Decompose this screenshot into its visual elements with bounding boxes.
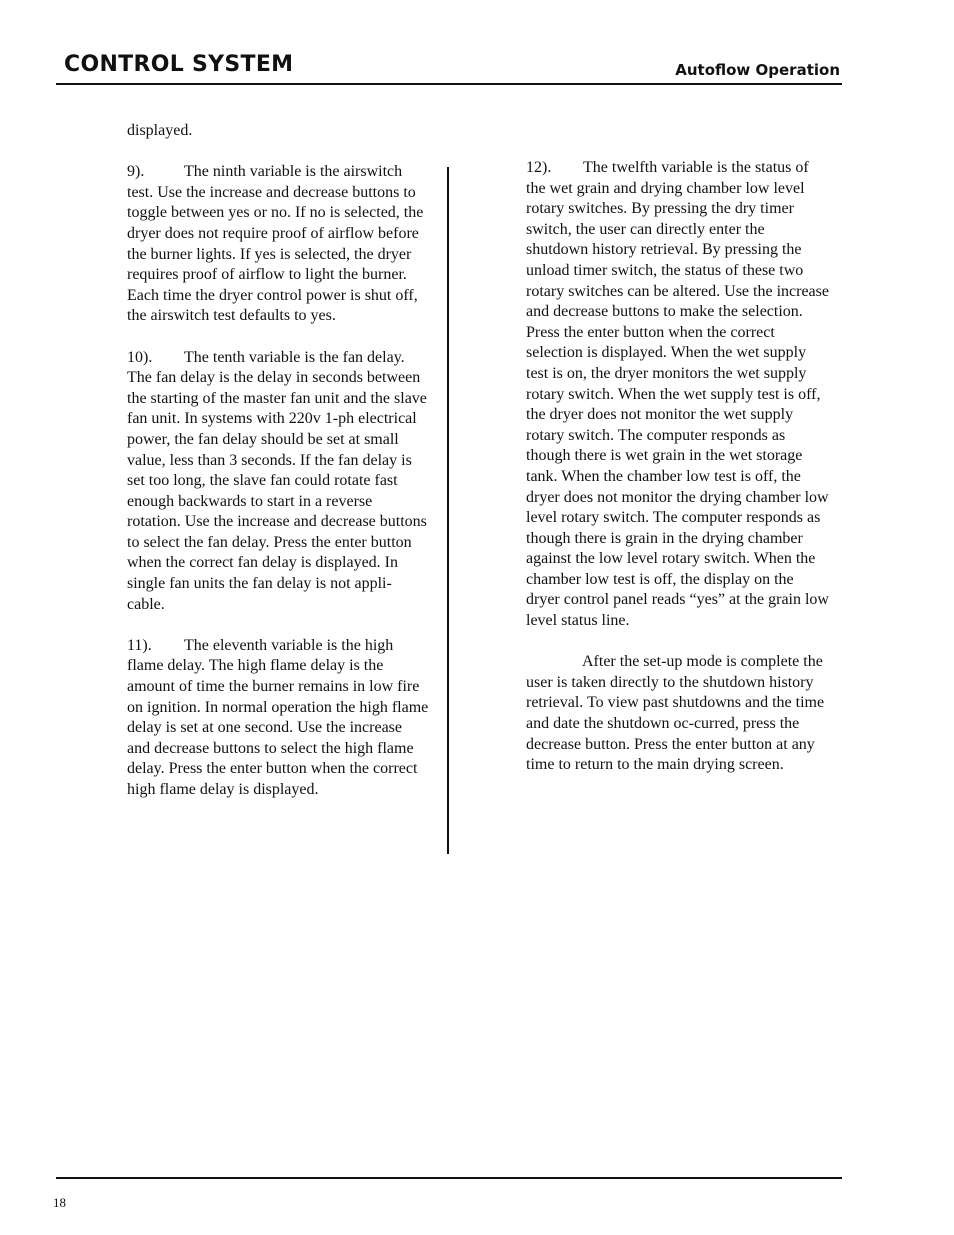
closing-paragraph bbox=[526, 652, 830, 776]
section-title: Autoflow Operation bbox=[675, 61, 840, 79]
right-column bbox=[526, 158, 830, 796]
header-divider bbox=[56, 83, 842, 85]
item-12-number: 12). bbox=[526, 159, 552, 176]
page-title: CONTROL SYSTEM bbox=[64, 52, 294, 77]
column-divider bbox=[447, 167, 449, 854]
item-11-paragraph bbox=[127, 636, 429, 801]
item-9-text: The ninth variable is the airswitch test. Use the increase and decrease buttons to toggle between yes or no. If no is selected, the dryer does not require proof of airflow before the burner lights. If yes is selected, the dryer requires proof of airflow to light the burner. Each time the dryer control power is shut off, the airswitch test defaults to yes. bbox=[127, 163, 424, 325]
item-10-number: 10). bbox=[127, 348, 153, 366]
page-number: 18 bbox=[53, 1195, 66, 1210]
item-10-text: The tenth variable is the fan delay. The fan delay is the delay in seconds between the starting of the master fan unit and the slave fan unit. In systems with 220v 1-ph electrical power, the fan delay should be set at small value, less than 3 seconds. If the fan delay is set too long, the slave fan could rotate fast enough backwards to start in a reverse rotation. Use the increase and decrease buttons to select the fan delay. Press the enter button when the correct fan delay is displayed. In single fan units the fan delay is not appli-cable. bbox=[127, 348, 427, 613]
footer-divider bbox=[56, 1177, 842, 1179]
item-10-paragraph bbox=[127, 348, 429, 616]
item-12-paragraph bbox=[526, 158, 830, 632]
item-11-text: The eleventh variable is the high flame delay. The high flame delay is the amount of time the burner remains in low fire on ignition. In normal operation the high flame delay is set at one second. Use the increase and decrease buttons to select the high flame delay. Press the enter button when the correct high flame delay is displayed. bbox=[127, 636, 429, 798]
continuation-text: displayed. bbox=[127, 122, 193, 139]
closing-text: After the set-up mode is complete the user is taken directly to the shutdown history retrieval. To view past shutdowns and the time and date the shutdown oc-curred, press the decrease button. Press the enter button at any time to return to the main drying screen. bbox=[526, 653, 825, 774]
left-column bbox=[127, 121, 429, 821]
item-11-number: 11). bbox=[127, 636, 152, 654]
item-9-paragraph bbox=[127, 162, 429, 327]
item-9-number: 9). bbox=[127, 163, 145, 181]
item-12-text: The twelfth variable is the status of the wet grain and drying chamber low level rotary switches. By pressing the dry timer switch, the user can directly enter the shutdown history retrieval. By pressing the unload timer switch, the status of these two rotary switches can be altered. Use the increase and decrease buttons to make the selection. Press the enter button when the correct selection is displayed. When the wet supply test is on, the dryer monitors the wet supply rotary switch. When the wet supply test is off, the dryer does not monitor the wet supply rotary switch. The computer responds as though there is wet grain in the wet storage tank. When the chamber low test is off, the dryer does not monitor the drying chamber low level rotary switch. The computer responds as though there is grain in the drying chamber against the low level rotary switch. When the chamber low test is off, the display on the dryer control panel reads “yes” at the grain low level status line. bbox=[526, 159, 829, 630]
